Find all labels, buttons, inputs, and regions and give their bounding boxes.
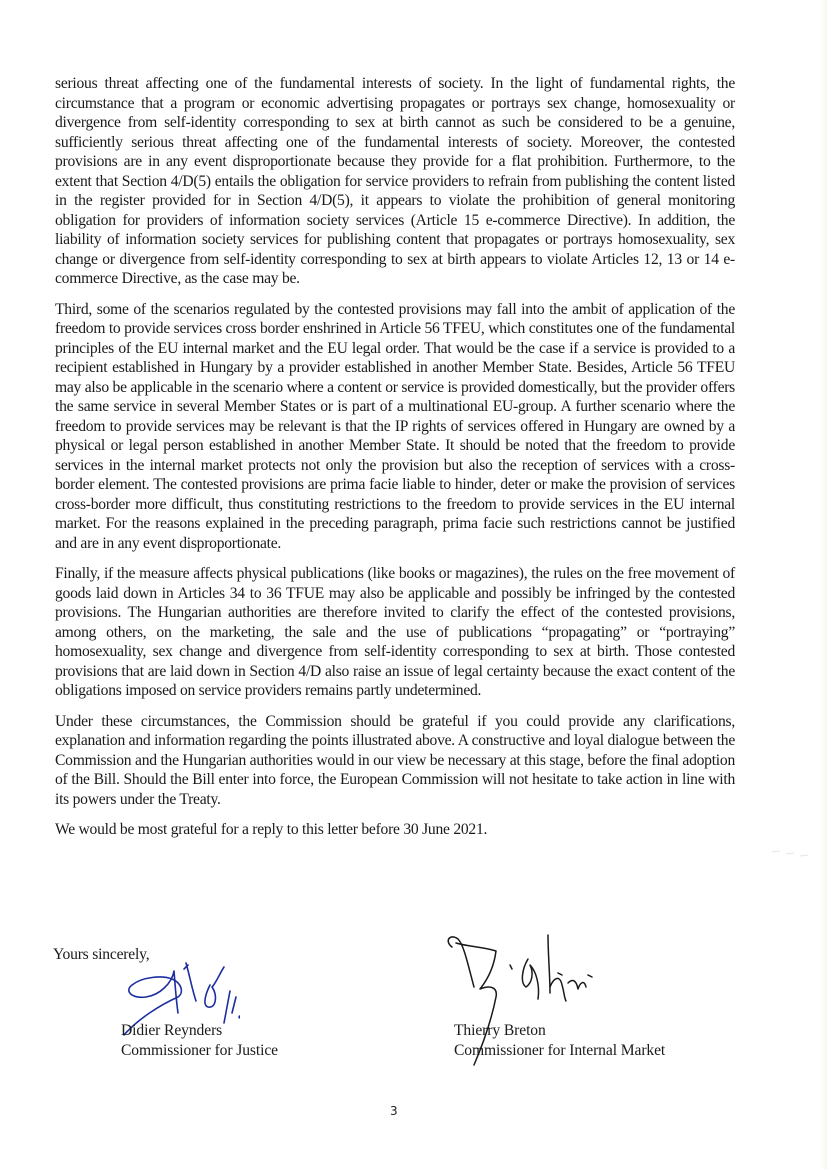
paragraph-request-clarifications: Under these circumstances, the Commission should be grateful if you could provide any clarifications, explanation and information regarding the points illustrated above. A constructive and loyal dialogue between the Commission and the Hungarian authorities would in our view be necessary at this stage, before the final adoption of the Bill. Should the Bill enter into force, the European Commission will not hesitate to take action in line with its powers under the Treaty.	[55, 712, 735, 808]
signatory-name: Thierry Breton	[454, 1022, 546, 1039]
paragraph-free-movement-of-goods: Finally, if the measure affects physical publications (like books or magazines), the rules on the free movement of goods laid down in Articles 34 to 36 TFUE may also be applicable and possibly be infringed by the contested provisions. The Hungarian authorities are therefore invited to clarify the effect of the contested provisions, among others, on the marketing, the sale and the use of publications “propagating” or “portraying” homosexuality, sex change and divergence from self-identity corresponding to sex at birth. Those contested provisions that are laid down in Section 4/D also raise an issue of legal certainty because the exact content of the obligations imposed on service providers remains partly undetermined.	[55, 565, 735, 699]
paragraph-freedom-to-provide-services: Third, some of the scenarios regulated by the contested provisions may fall into the ambit of application of the freedom to provide services cross border enshrined in Article 56 TFEU, which constitutes one of the fundamental principles of the EU internal market and the EU legal order. That would be the case if a service is provided to a recipient established in Hungary by a provider established in another Member State. Besides, Article 56 TFEU may also be applicable in the scenario where a content or service is provided domestically, but the provider offers the same service in several Member States or is part of a multinational EU-group. A further scenario where the freedom to provide services may be relevant is that the IP rights of services offered in Hungary are owned by a physical or legal person established in another Member State. It should be noted that the freedom to provide services in the internal market protects not only the provision but also the reception of services with a cross-border element. The contested provisions are prima facie liable to hinder, deter or make the provision of services cross-border more difficult, thus constituting restrictions to the freedom to provide services in the EU internal market. For the reasons explained in the preceding paragraph, prima facie such restrictions cannot be justified and are in any event disproportionate.	[55, 300, 735, 552]
paragraph-fundamental-rights: serious threat affecting one of the fundamental interests of society. In the light of fundamental rights, the circumstance that a program or economic advertising propagates or portrays sex change, homosexuality or divergence from self-identity corresponding to sex at birth cannot as such be considered to be a genuine, sufficiently serious threat affecting one of the fundamental interests of society. Moreover, the contested provisions are in any event disproportionate because they provide for a flat prohibition. Furthermore, to the extent that Section 4/D(5) entails the obligation for service providers to refrain from publishing the content listed in the register provided for in Section 4/D(5), it appears to violate the prohibition of general monitoring obligation for providers of information society services (Article 15 e-commerce Directive). In addition, the liability of information society services for publishing content that propagates or portrays homosexuality, sex change or divergence from self-identity corresponding to sex at birth appears to violate Articles 12, 13 or 14 e-commerce Directive, as the case may be.	[55, 75, 735, 287]
signatory-breton	[454, 1021, 665, 1060]
scan-edge	[821, 0, 827, 1169]
signatory-name: Didier Reynders	[121, 1022, 223, 1039]
scan-artifact	[770, 840, 810, 870]
signatory-title: Commissioner for Justice	[121, 1041, 278, 1059]
signatory-title: Commissioner for Internal Market	[454, 1041, 666, 1059]
letter-body	[55, 74, 735, 851]
page-number: 3	[390, 1104, 398, 1118]
paragraph-reply-deadline: We would be most grateful for a reply to this letter before 30 June 2021.	[55, 821, 488, 838]
closing-salutation: Yours sincerely,	[53, 946, 150, 963]
signatory-reynders	[121, 1021, 278, 1060]
signature-breton-icon	[440, 925, 620, 1085]
